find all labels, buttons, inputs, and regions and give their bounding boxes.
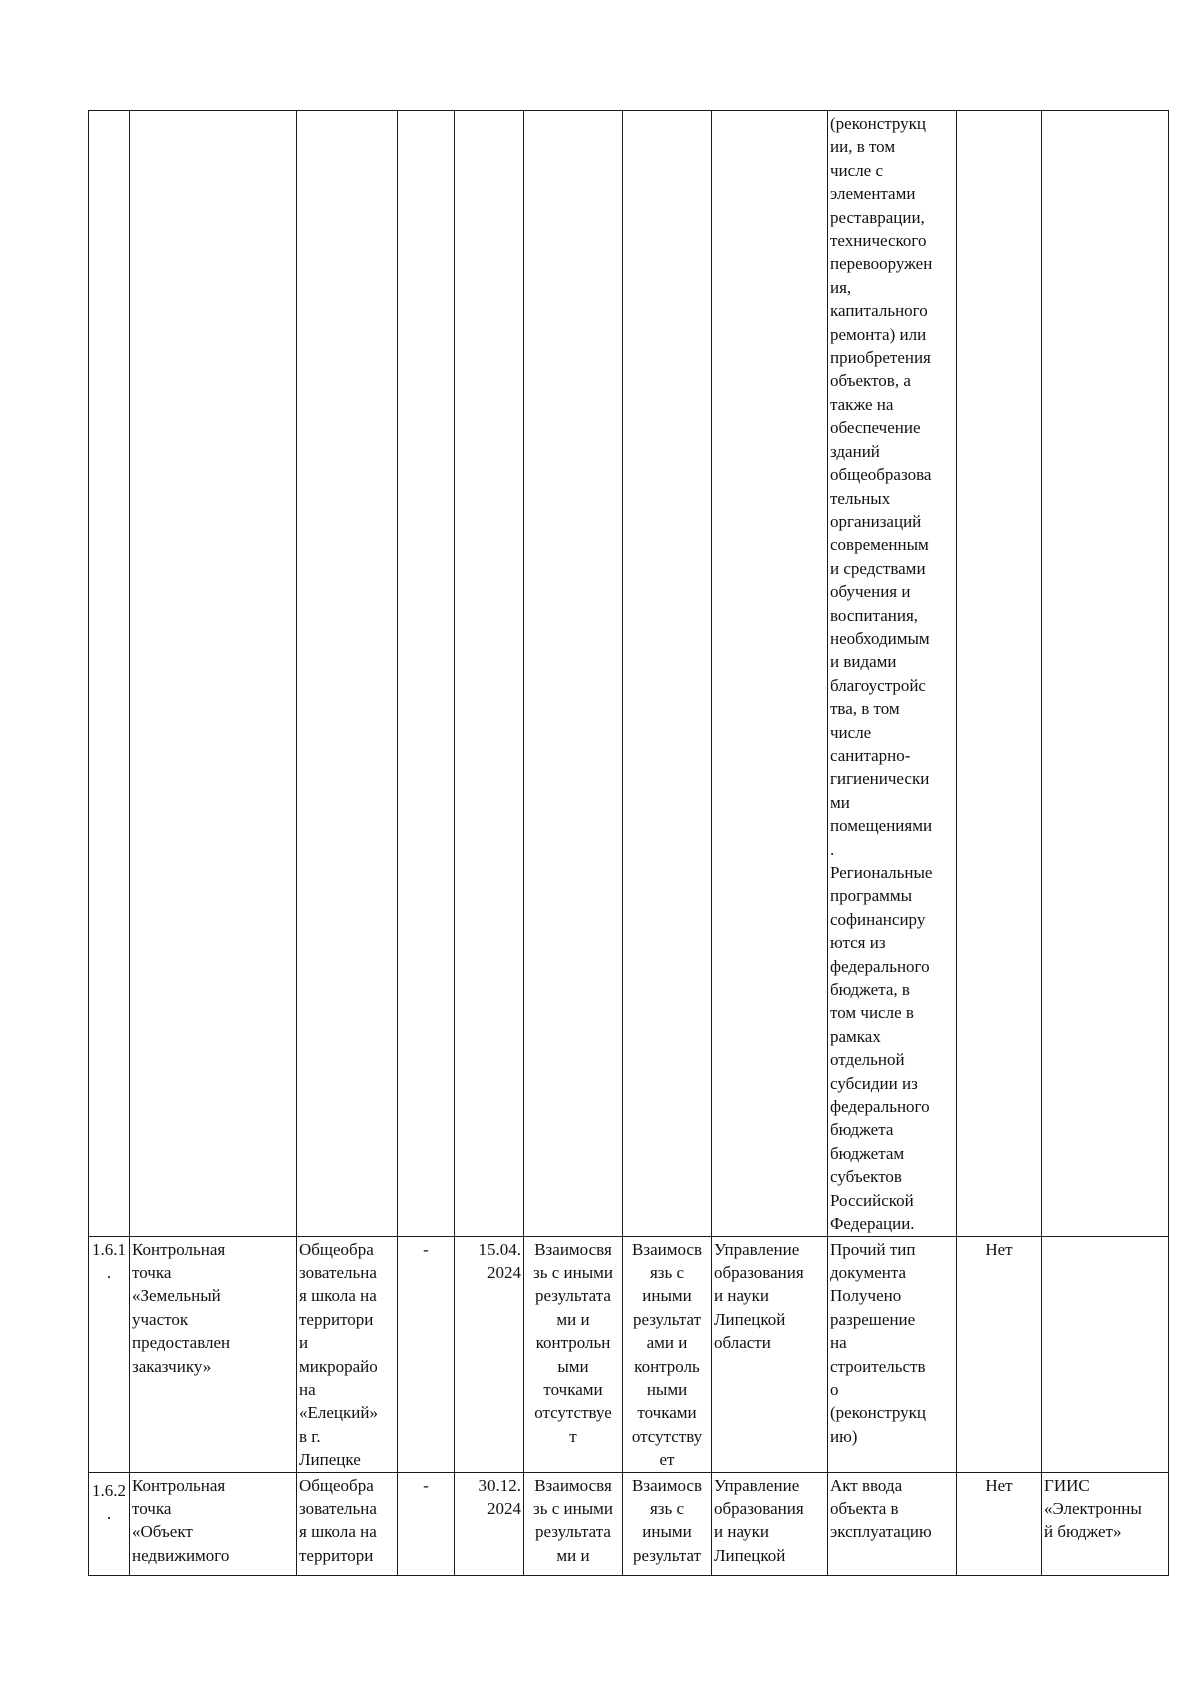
table-row: [89, 1236, 1169, 1472]
cell-document: Акт ввода объекта в эксплуатацию: [828, 1472, 957, 1575]
cell-date: [455, 111, 524, 1237]
cell-base: -: [398, 1236, 455, 1472]
cell-link-next: Взаимосв язь с иными результат: [623, 1472, 712, 1575]
cell-flag: Нет: [957, 1236, 1042, 1472]
document-table: [88, 110, 1169, 1576]
cell-name: Контрольная точка «Объект недвижимого: [130, 1472, 297, 1575]
cell-system: [1042, 1236, 1169, 1472]
cell-object: Общеобра зовательна я школа на территори и микрорайо на «Елецкий» в г. Липецке: [297, 1236, 398, 1472]
cell-name: [130, 111, 297, 1237]
cell-system: [1042, 111, 1169, 1237]
cell-system: ГИИС «Электронны й бюджет»: [1042, 1472, 1169, 1575]
cell-link-next: [623, 111, 712, 1237]
cell-responsible: Управление образования и науки Липецкой области: [712, 1236, 828, 1472]
cell-number: 1.6.2 .: [89, 1472, 130, 1575]
cell-link-next: Взаимосв язь с иными результат ами и контроль ными точками отсутству ет: [623, 1236, 712, 1472]
cell-name: Контрольная точка «Земельный участок предоставлен заказчику»: [130, 1236, 297, 1472]
cell-document: Прочий тип документа Получено разрешение на строительств о (реконструкц ию): [828, 1236, 957, 1472]
cell-date: 15.04. 2024: [455, 1236, 524, 1472]
cell-link-prev: Взаимосвя зь с иными результата ми и контрольн ыми точками отсутствуе т: [524, 1236, 623, 1472]
cell-link-prev: Взаимосвя зь с иными результата ми и: [524, 1472, 623, 1575]
cell-object: Общеобра зовательна я школа на территори: [297, 1472, 398, 1575]
cell-link-prev: [524, 111, 623, 1237]
cell-object: [297, 111, 398, 1237]
cell-responsible: Управление образования и науки Липецкой: [712, 1472, 828, 1575]
cell-responsible: [712, 111, 828, 1237]
cell-base: -: [398, 1472, 455, 1575]
cell-number: 1.6.1 .: [89, 1236, 130, 1472]
cell-document: (реконструкц ии, в том числе с элементами реставрации, технического перевооружен ия, капитального ремонта) или приобретения объектов, а также на обеспечение зданий общеобразова тельных организаций современным и средствами обучения и воспитания, необходимым и видами благоустройс тва, в том числе санитарно- гигиенически ми помещениями . Региональные программы софинансиру ются из федерального бюджета, в том числе в рамках отдельной субсидии из федерального бюджета бюджетам субъектов Российской Федерации.: [828, 111, 957, 1237]
table-row: [89, 111, 1169, 1237]
cell-number: [89, 111, 130, 1237]
table-row: [89, 1472, 1169, 1575]
cell-flag: [957, 111, 1042, 1237]
cell-flag: Нет: [957, 1472, 1042, 1575]
cell-date: 30.12. 2024: [455, 1472, 524, 1575]
cell-base: [398, 111, 455, 1237]
